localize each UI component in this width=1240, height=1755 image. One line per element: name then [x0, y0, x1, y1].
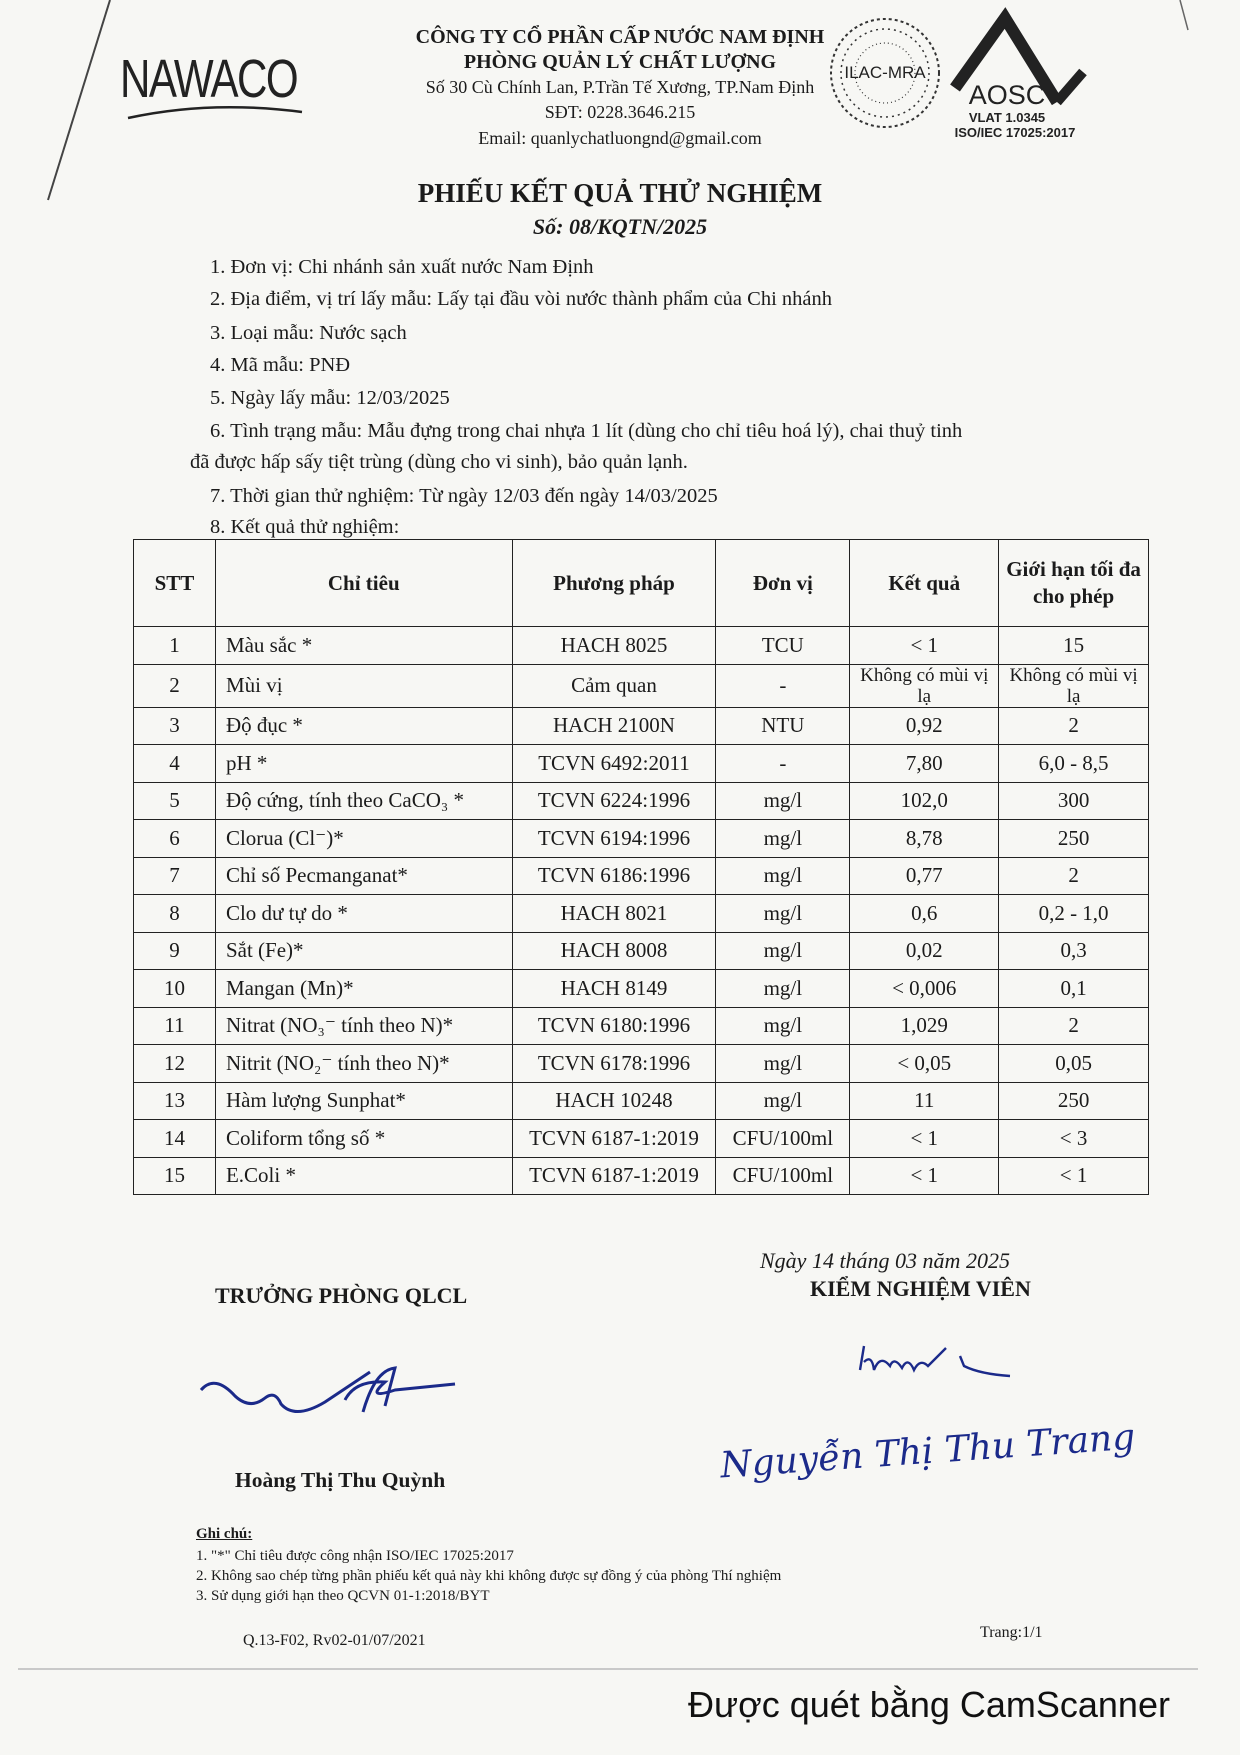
row-stt: 13: [134, 1082, 216, 1120]
row-indicator: Clorua (Cl⁻)*: [215, 820, 512, 858]
left-signer-name: Hoàng Thị Thu Quỳnh: [235, 1468, 446, 1492]
row-unit: CFU/100ml: [716, 1157, 850, 1195]
row-stt: 5: [134, 782, 216, 820]
row-indicator: Độ đục *: [215, 707, 512, 745]
info-line: 6. Tình trạng mẫu: Mẫu đựng trong chai nhựa 1 lít (dùng cho chỉ tiêu hoá lý), chai thuỷ tinh: [210, 420, 963, 442]
document-title: PHIẾU KẾT QUẢ THỬ NGHIỆM: [417, 178, 823, 208]
row-limit: Không có mùi vị lạ: [999, 664, 1149, 707]
row-stt: 12: [134, 1045, 216, 1083]
row-method: TCVN 6178:1996: [512, 1045, 716, 1083]
row-result: 102,0: [850, 782, 999, 820]
row-method: Cảm quan: [512, 664, 716, 707]
scan-divider: [18, 1668, 1198, 1670]
ilac-mra-seal-icon: [826, 14, 944, 132]
row-limit: 250: [999, 820, 1149, 858]
row-unit: mg/l: [716, 1082, 850, 1120]
department-name: PHÒNG QUẢN LÝ CHẤT LƯỢNG: [463, 51, 777, 73]
header-result: Kết quả: [850, 540, 999, 627]
row-method: TCVN 6187-1:2019: [512, 1120, 716, 1158]
row-result: < 1: [850, 1157, 999, 1195]
row-result: 0,92: [850, 707, 999, 745]
table-row: [134, 707, 1149, 745]
row-stt: 1: [134, 627, 216, 665]
table-row: [134, 664, 1149, 707]
row-unit: mg/l: [716, 932, 850, 970]
aosc-name: AOSC: [968, 80, 1046, 110]
row-unit: NTU: [716, 707, 850, 745]
row-method: TCVN 6492:2011: [512, 745, 716, 783]
row-result: 11: [850, 1082, 999, 1120]
note-item: 3. Sử dụng giới hạn theo QCVN 01-1:2018/BYT: [196, 1588, 490, 1604]
table-row: [134, 1157, 1149, 1195]
row-result: 0,77: [850, 857, 999, 895]
row-limit: 6,0 - 8,5: [999, 745, 1149, 783]
row-stt: 11: [134, 1007, 216, 1045]
row-stt: 7: [134, 857, 216, 895]
company-name: CÔNG TY CỔ PHẦN CẤP NƯỚC NAM ĐỊNH: [415, 26, 825, 48]
row-stt: 3: [134, 707, 216, 745]
row-indicator: Nitrit (NO₂⁻ tính theo N)*: [215, 1045, 512, 1083]
row-limit: 0,1: [999, 970, 1149, 1008]
row-indicator: Clo dư tự do *: [215, 895, 512, 933]
row-stt: 14: [134, 1120, 216, 1158]
table-row: [134, 627, 1149, 665]
row-limit: 300: [999, 782, 1149, 820]
right-initial-signature-icon: [850, 1340, 1050, 1390]
row-result: < 1: [850, 1120, 999, 1158]
svg-text:Nguyễn Thị Thu Trang: Nguyễn Thị Thu Trang: [718, 1416, 1137, 1487]
left-signer-role: TRƯỞNG PHÒNG QLCL: [215, 1283, 468, 1308]
left-signature-icon: [195, 1360, 495, 1440]
row-method: HACH 8021: [512, 895, 716, 933]
table-row: [134, 857, 1149, 895]
header-stt: STT: [134, 540, 216, 627]
note-item: 1. "*" Chỉ tiêu được công nhận ISO/IEC 17025:2017: [196, 1548, 514, 1564]
row-unit: mg/l: [716, 1007, 850, 1045]
row-result: 0,02: [850, 932, 999, 970]
table-row: [134, 1007, 1149, 1045]
info-line: 3. Loại mẫu: Nước sạch: [210, 322, 407, 344]
info-line: 2. Địa điểm, vị trí lấy mẫu: Lấy tại đầu vòi nước thành phẩm của Chi nhánh: [210, 288, 832, 310]
table-header-row: [134, 540, 1149, 627]
row-stt: 6: [134, 820, 216, 858]
row-stt: 4: [134, 745, 216, 783]
header-limit: Giới hạn tối đa cho phép: [999, 540, 1149, 627]
table-row: [134, 1045, 1149, 1083]
row-unit: TCU: [716, 627, 850, 665]
row-limit: < 3: [999, 1120, 1149, 1158]
company-address: Số 30 Cù Chính Lan, P.Trần Tế Xương, TP.Nam Định: [425, 77, 815, 97]
table-row: [134, 1120, 1149, 1158]
row-unit: mg/l: [716, 857, 850, 895]
row-indicator: Độ cứng, tính theo CaCO₃ *: [215, 782, 512, 820]
page-number: Trang:1/1: [980, 1624, 1043, 1641]
row-limit: 250: [999, 1082, 1149, 1120]
row-method: HACH 8025: [512, 627, 716, 665]
row-result: < 1: [850, 627, 999, 665]
svg-text:ILAC-MRA: ILAC-MRA: [844, 63, 926, 82]
row-limit: 0,3: [999, 932, 1149, 970]
row-indicator: Hàm lượng Sunphat*: [215, 1082, 512, 1120]
info-line: 8. Kết quả thử nghiệm:: [210, 516, 400, 538]
row-unit: mg/l: [716, 970, 850, 1008]
company-phone: SĐT: 0228.3646.215: [544, 102, 696, 122]
row-method: TCVN 6180:1996: [512, 1007, 716, 1045]
document-number: Số: 08/KQTN/2025: [532, 214, 708, 239]
row-method: HACH 8149: [512, 970, 716, 1008]
note-item: 2. Không sao chép từng phần phiếu kết quả này khi không được sự đồng ý của phòng Thí nghiệm: [196, 1568, 782, 1584]
row-limit: < 1: [999, 1157, 1149, 1195]
row-indicator: Sắt (Fe)*: [215, 932, 512, 970]
row-indicator: Nitrat (NO₃⁻ tính theo N)*: [215, 1007, 512, 1045]
row-limit: 0,05: [999, 1045, 1149, 1083]
right-signer-handwritten-name: [710, 1410, 1137, 1500]
notes-title: Ghi chú:: [196, 1526, 253, 1542]
header-indicator: Chỉ tiêu: [215, 540, 512, 627]
info-line: 5. Ngày lấy mẫu: 12/03/2025: [210, 387, 450, 409]
row-method: TCVN 6187-1:2019: [512, 1157, 716, 1195]
header-unit: Đơn vị: [716, 540, 850, 627]
info-line: 1. Đơn vị: Chi nhánh sản xuất nước Nam Định: [210, 256, 594, 278]
row-result: 7,80: [850, 745, 999, 783]
row-result: < 0,006: [850, 970, 999, 1008]
company-logo-text: NAWACO: [120, 49, 298, 109]
aosc-standard: ISO/IEC 17025:2017: [954, 125, 1076, 140]
table-row: [134, 932, 1149, 970]
row-method: TCVN 6224:1996: [512, 782, 716, 820]
row-indicator: E.Coli *: [215, 1157, 512, 1195]
row-unit: mg/l: [716, 782, 850, 820]
signature-date: Ngày 14 tháng 03 năm 2025: [760, 1248, 1010, 1273]
row-indicator: pH *: [215, 745, 512, 783]
row-method: TCVN 6194:1996: [512, 820, 716, 858]
info-line: 4. Mã mẫu: PNĐ: [210, 354, 351, 376]
row-limit: 0,2 - 1,0: [999, 895, 1149, 933]
row-limit: 2: [999, 1007, 1149, 1045]
info-line: 7. Thời gian thử nghiệm: Từ ngày 12/03 đến ngày 14/03/2025: [210, 485, 718, 507]
camscanner-watermark: Được quét bằng CamScanner: [688, 1684, 1170, 1725]
table-body: [134, 627, 1149, 1195]
info-line: đã được hấp sấy tiệt trùng (dùng cho vi sinh), bảo quản lạnh.: [190, 451, 688, 473]
row-method: HACH 10248: [512, 1082, 716, 1120]
table-row: [134, 782, 1149, 820]
table-row: [134, 895, 1149, 933]
row-unit: mg/l: [716, 1045, 850, 1083]
row-result: < 0,05: [850, 1045, 999, 1083]
row-limit: 15: [999, 627, 1149, 665]
row-unit: mg/l: [716, 895, 850, 933]
table-row: [134, 970, 1149, 1008]
row-indicator: Màu sắc *: [215, 627, 512, 665]
row-unit: CFU/100ml: [716, 1120, 850, 1158]
row-indicator: Coliform tổng số *: [215, 1120, 512, 1158]
row-result: Không có mùi vị lạ: [850, 664, 999, 707]
row-method: HACH 8008: [512, 932, 716, 970]
row-indicator: Chỉ số Pecmanganat*: [215, 857, 512, 895]
row-stt: 9: [134, 932, 216, 970]
row-limit: 2: [999, 707, 1149, 745]
aosc-code: VLAT 1.0345: [968, 110, 1046, 125]
row-result: 1,029: [850, 1007, 999, 1045]
row-stt: 10: [134, 970, 216, 1008]
row-stt: 2: [134, 664, 216, 707]
table-row: [134, 820, 1149, 858]
row-result: 8,78: [850, 820, 999, 858]
row-limit: 2: [999, 857, 1149, 895]
form-code: Q.13-F02, Rv02-01/07/2021: [243, 1632, 426, 1649]
row-method: TCVN 6186:1996: [512, 857, 716, 895]
table-row: [134, 745, 1149, 783]
company-email: Email: quanlychatluongnd@gmail.com: [478, 128, 762, 148]
row-stt: 15: [134, 1157, 216, 1195]
row-result: 0,6: [850, 895, 999, 933]
table-row: [134, 1082, 1149, 1120]
header-method: Phương pháp: [512, 540, 716, 627]
row-indicator: Mangan (Mn)*: [215, 970, 512, 1008]
right-signer-role: KIỂM NGHIỆM VIÊN: [810, 1276, 1031, 1301]
row-method: HACH 2100N: [512, 707, 716, 745]
row-stt: 8: [134, 895, 216, 933]
row-indicator: Mùi vị: [215, 664, 512, 707]
row-unit: -: [716, 745, 850, 783]
row-unit: -: [716, 664, 850, 707]
row-unit: mg/l: [716, 820, 850, 858]
results-table: [133, 539, 1149, 1195]
aosc-accreditation-logo: [945, 10, 1095, 140]
